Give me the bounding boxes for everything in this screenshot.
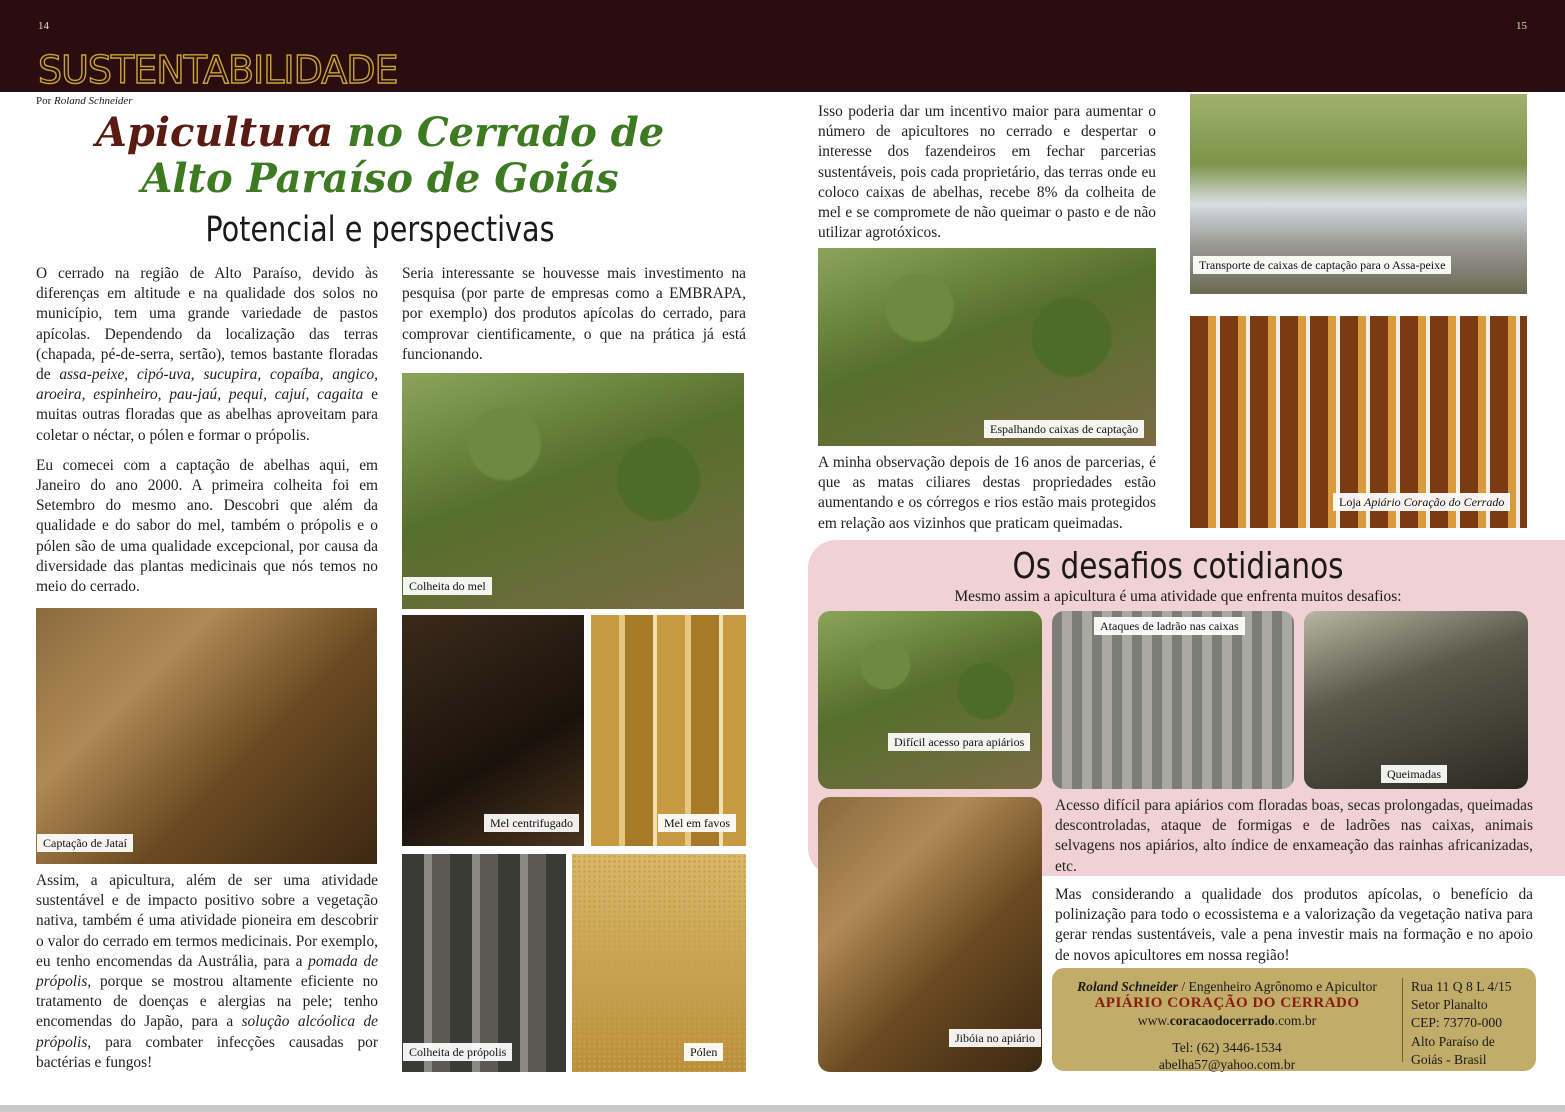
left-column-1-top	[36, 264, 378, 597]
contact-website[interactable]: www.coracaodocerrado.com.br	[1137, 1013, 1317, 1028]
desafios-subtitle: Mesmo assim a apicultura é uma atividade que enfrenta muitos desafios:	[954, 588, 1402, 605]
contact-apiario-name: APIÁRIO CORAÇÃO DO CERRADO	[1094, 995, 1360, 1011]
caption: Mel centrifugado	[484, 814, 579, 832]
desafios-title: Os desafios cotidianos	[1012, 546, 1344, 587]
contact-email[interactable]: abelha57@yahoo.com.br	[1158, 1057, 1296, 1072]
paragraph: O cerrado na região de Alto Paraíso, devido às diferenças em altitude e na qualidade dos solos no município, tem uma grande variedade de pastos apícolas. Dependendo da localização das terras (chapada, pé-de-serra, sertão), temos bastante floradas de assa-peixe, cipó-uva, sucupira, copaíba, angico, aroeira, espinheiro, pau-jaú, pequi, cajuí, cagaita e muitas outras floradas que as abelhas aproveitam para coletar o néctar, o pólen e formar o própolis.	[36, 265, 378, 444]
caption: Pólen	[684, 1043, 723, 1061]
photo-colheita-propolis	[402, 854, 566, 1072]
right-column-top	[818, 102, 1156, 243]
photo-loja	[1190, 316, 1527, 528]
paragraph: Eu comecei com a captação de abelhas aqui, em Janeiro do ano 2000. A primeira colheita foi em Setembro do mesmo ano. Descobri que além da qualidade e do sabor do mel, também o própolis e o pólen são de uma qualidade excepcional, por causa da diversidade das plantas medicinais que nós temos no meio do cerrado.	[36, 456, 378, 596]
title-line1-rest: no Cerrado de	[333, 109, 665, 156]
page-number-right: 15	[1516, 20, 1527, 32]
caption: Difícil acesso para apiários	[888, 733, 1030, 751]
conclusion-text	[1055, 885, 1533, 966]
caption: Captação de Jataí	[37, 834, 133, 852]
photo-mel-favos	[591, 615, 746, 846]
right-column-middle	[818, 453, 1156, 534]
paragraph: Assim, a apicultura, além de ser uma atividade sustentável e de impacto positivo sobre a vegetação nativa, também é uma atividade pioneira em descobrir o valor do cerrado em termos medicinais. Por exemplo, eu tenho encomendas da Austrália, para a pomada de própolis, porque se mostrou altamente eficiente no tratamento de doenças e alergias na pele; tenho encomendas do Japão, para a solução alcóolica de própolis, para combater infecções causadas por bactérias e fungos!	[36, 872, 378, 1071]
title-word-apicultura: Apicultura	[95, 109, 334, 156]
article-title	[40, 110, 720, 202]
caption: Loja Apiário Coração do Cerrado	[1333, 493, 1510, 511]
paragraph: Acesso difícil para apiários com floradas boas, secas prolongadas, queimadas descontroladas, ataque de formigas e de ladrões nas caixas, animais selvagens nos apiários, alto índice de enxameação das rainhas africanizadas, etc.	[1055, 797, 1533, 875]
contact-divider	[1402, 978, 1403, 1062]
photo-espalhando-caixas	[818, 248, 1156, 446]
photo-queimadas	[1304, 611, 1528, 789]
caption: Colheita de própolis	[403, 1043, 512, 1061]
caption: Espalhando caixas de captação	[984, 420, 1144, 438]
left-column-2	[402, 264, 746, 365]
section-title: SUSTENTABILIDADE	[38, 48, 398, 92]
caption: Ataques de ladrão nas caixas	[1094, 617, 1245, 635]
photo-colheita-mel	[402, 373, 744, 609]
paragraph: Mas considerando a qualidade dos produtos apícolas, o benefício da polinização para todo o ecossistema e a valorização da vegetação nativa para gerar rendas sustentáveis, vale a pena investir mais na formação e no apoio de novos apicultores em nossa região!	[1055, 886, 1533, 964]
photo-jiboia	[818, 797, 1042, 1072]
page-bottom-edge	[0, 1105, 1565, 1112]
photo-captacao-jatai	[36, 608, 377, 864]
photo-polen	[572, 854, 746, 1072]
caption: Mel em favos	[658, 814, 736, 832]
left-column-1-bottom	[36, 871, 378, 1073]
article-subtitle: Potencial e perspectivas	[205, 210, 555, 250]
contact-details	[1056, 978, 1398, 1073]
contact-address: Rua 11 Q 8 L 4/15 Setor Planalto CEP: 73770-000 Alto Paraíso de Goiás - Brasil	[1411, 979, 1512, 1067]
photo-dificil-acesso	[818, 611, 1042, 789]
title-line2: Alto Paraíso de Goiás	[141, 155, 619, 202]
contact-name-line: Roland Schneider / Engenheiro Agrônomo e Apicultor	[1077, 979, 1377, 994]
caption: Colheita do mel	[403, 577, 492, 595]
byline	[36, 95, 133, 107]
caption: Jibóia no apiário	[949, 1029, 1041, 1047]
photo-ataques-ladrao	[1052, 611, 1294, 789]
byline-author: Roland Schneider	[54, 95, 133, 107]
photo-transporte-caixas	[1190, 94, 1527, 294]
caption: Transporte de caixas de captação para o Assa-peixe	[1193, 256, 1451, 274]
byline-prefix: Por	[36, 95, 55, 107]
paragraph: Isso poderia dar um incentivo maior para aumentar o número de apicultores no cerrado e despertar o interesse dos fazendeiros em fechar parcerias sustentáveis, pois cada proprietário, das terras onde eu coloco caixas de abelhas, recebe 8% da colheita de mel e se compromete de não queimar o pasto e de não utilizar agrotóxicos.	[818, 103, 1156, 242]
paragraph: Seria interessante se houvesse mais investimento na pesquisa (por parte de empresas como a EMBRAPA, por exemplo) dos produtos apícolas do cerrado, para comprovar cientificamente, o que na prática já está funcionando.	[402, 265, 746, 363]
contact-phone: Tel: (62) 3446-1534	[1172, 1040, 1282, 1055]
caption: Queimadas	[1381, 765, 1447, 783]
desafios-text	[1055, 796, 1533, 877]
paragraph: A minha observação depois de 16 anos de parcerias, é que as matas ciliares destas propriedades estão aumentando e os córregos e rios estão mais protegidos em relação aos vizinhos que praticam queimadas.	[818, 454, 1156, 532]
photo-mel-centrifugado	[402, 615, 584, 846]
page-number-left: 14	[38, 20, 49, 32]
